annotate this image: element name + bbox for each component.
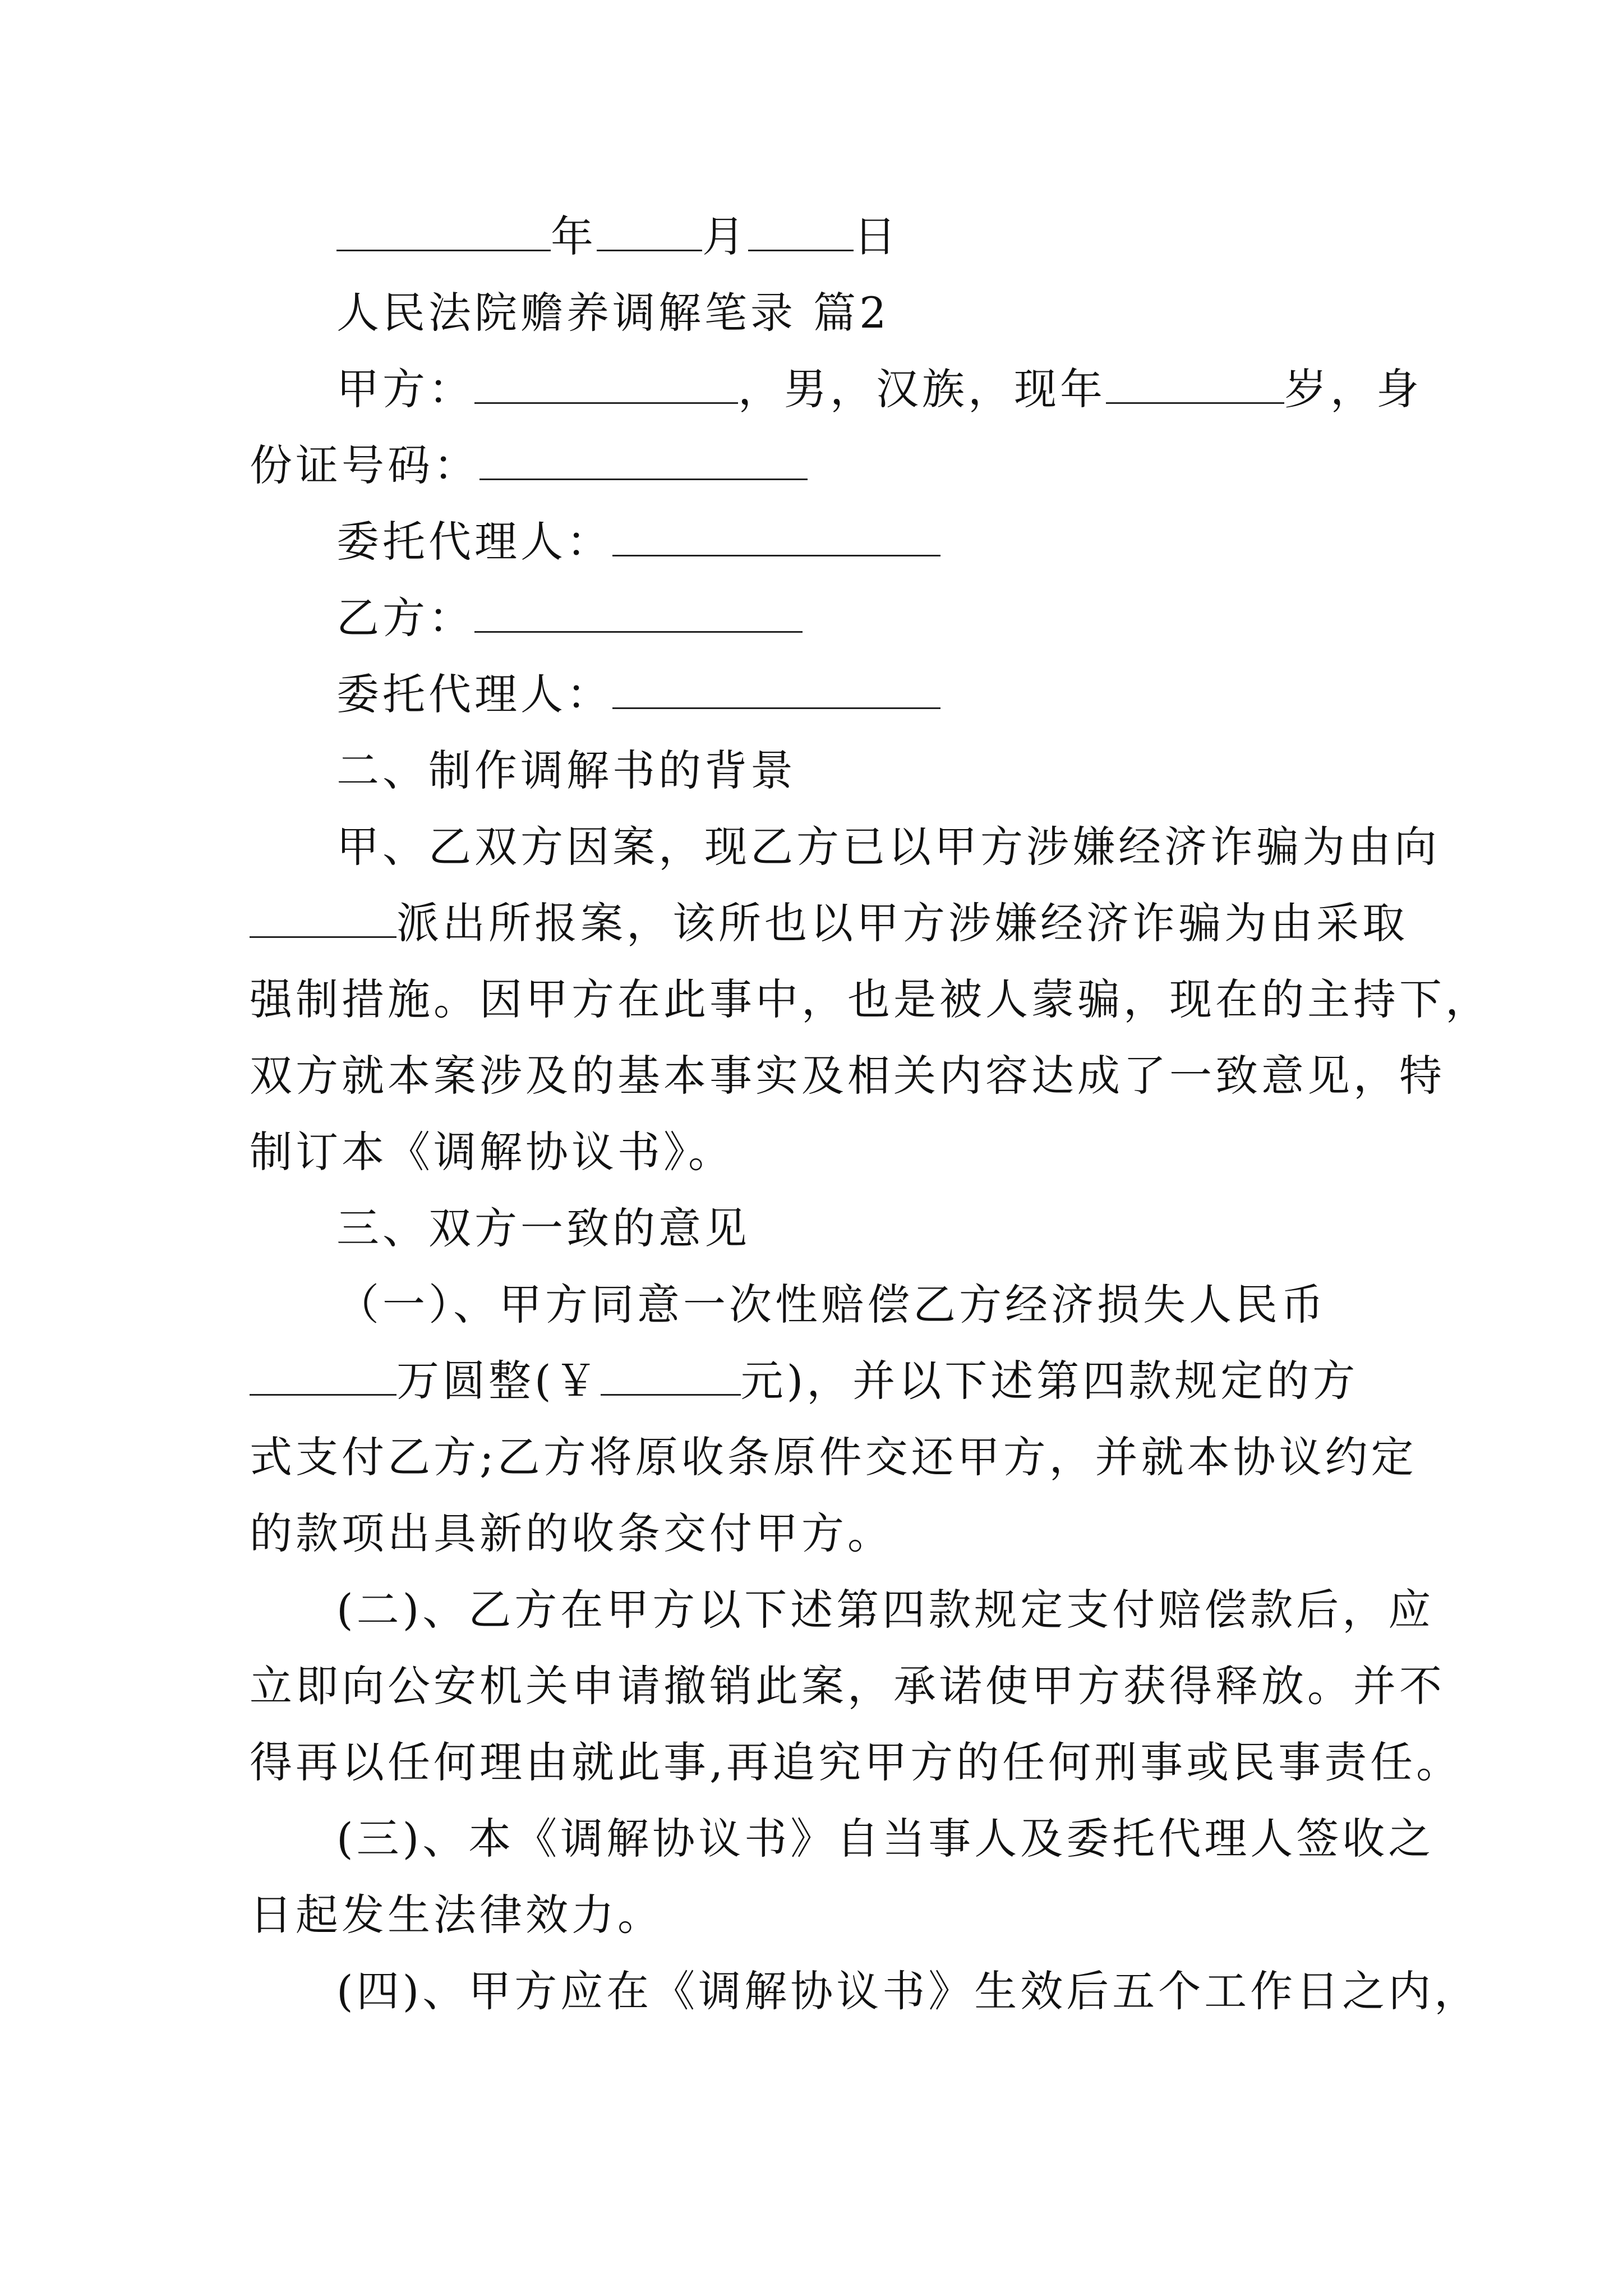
item1-line2-b: 元)，并以下述第四款规定的方 bbox=[740, 1356, 1359, 1406]
item1-line4: 的款项出具新的收条交付甲方。 bbox=[250, 1508, 893, 1558]
agent-b-blank[interactable] bbox=[612, 668, 940, 709]
section2-p1-line5: 制订本《调解协议书》。 bbox=[250, 1127, 734, 1177]
item1-line3: 式支付乙方;乙方将原收条原件交还甲方，并就本协议约定 bbox=[250, 1432, 1417, 1482]
document-heading: 人民法院赡养调解笔录 篇2 bbox=[336, 288, 890, 338]
party-a-id-line bbox=[250, 438, 808, 494]
agent-b-label: 委托代理人： bbox=[336, 669, 612, 719]
item1-line1: （一）、甲方同意一次性赔偿乙方经济损失人民币 bbox=[336, 1280, 1327, 1329]
section2-p1-line2-text: 派出所报案，该所也以甲方涉嫌经济诈骗为由采取 bbox=[396, 898, 1408, 948]
item1-line2 bbox=[250, 1353, 1358, 1409]
party-a-label: 甲方： bbox=[336, 364, 474, 414]
date-line bbox=[336, 209, 900, 265]
section3-title: 三、双方一致的意见 bbox=[336, 1203, 750, 1253]
item3-line2: 日起发生法律效力。 bbox=[250, 1890, 663, 1940]
party-a-name-blank[interactable] bbox=[474, 363, 738, 404]
party-b-blank[interactable] bbox=[474, 592, 803, 633]
section2-p1-line3: 强制措施。因甲方在此事中，也是被人蒙骗，现在的主持下， bbox=[250, 974, 1491, 1024]
section2-p1-line1: 甲、乙双方因案，现乙方已以甲方涉嫌经济诈骗为由向 bbox=[336, 822, 1440, 872]
agent-a-line bbox=[336, 514, 940, 570]
amount-words-blank[interactable] bbox=[250, 1355, 396, 1396]
section2-title: 二、制作调解书的背景 bbox=[336, 746, 796, 795]
item3-line1: (三)、本《调解协议书》自当事人及委托代理人签收之 bbox=[336, 1814, 1435, 1864]
agent-a-blank[interactable] bbox=[612, 516, 940, 556]
year-blank[interactable] bbox=[336, 210, 551, 251]
agent-b-line bbox=[336, 666, 940, 723]
day-label: 日 bbox=[854, 211, 900, 261]
section2-p1-line2 bbox=[250, 895, 1408, 951]
day-blank[interactable] bbox=[748, 210, 854, 251]
party-a-age-blank[interactable] bbox=[1106, 363, 1284, 404]
party-a-age-suffix: 岁，身 bbox=[1284, 364, 1422, 414]
month-label: 月 bbox=[702, 211, 748, 261]
item1-line2-a: 万圆整(￥ bbox=[396, 1356, 601, 1406]
amount-digits-blank[interactable] bbox=[601, 1355, 741, 1396]
party-b-label: 乙方： bbox=[336, 593, 474, 643]
police-station-blank[interactable] bbox=[250, 897, 396, 938]
item2-line1: (二)、乙方在甲方以下述第四款规定支付赔偿款后，应 bbox=[336, 1585, 1435, 1635]
party-a-id-blank[interactable] bbox=[479, 439, 808, 480]
item2-line3: 得再以任何理由就此事,再追究甲方的任何刑事或民事责任。 bbox=[250, 1737, 1463, 1787]
party-b-line bbox=[336, 590, 803, 646]
year-label: 年 bbox=[551, 211, 597, 261]
party-a-id-label: 份证号码： bbox=[250, 440, 479, 490]
item4-line1: (四)、甲方应在《调解协议书》生效后五个工作日之内， bbox=[336, 1966, 1481, 2016]
agent-a-label: 委托代理人： bbox=[336, 517, 612, 567]
section2-p1-line4: 双方就本案涉及的基本事实及相关内容达成了一致意见，特 bbox=[250, 1051, 1445, 1101]
party-a-line bbox=[336, 361, 1422, 417]
item2-line2: 立即向公安机关申请撤销此案，承诺使甲方获得释放。并不 bbox=[250, 1661, 1445, 1711]
month-blank[interactable] bbox=[597, 210, 702, 251]
party-a-gender: ，男，汉族，现年 bbox=[738, 364, 1106, 414]
